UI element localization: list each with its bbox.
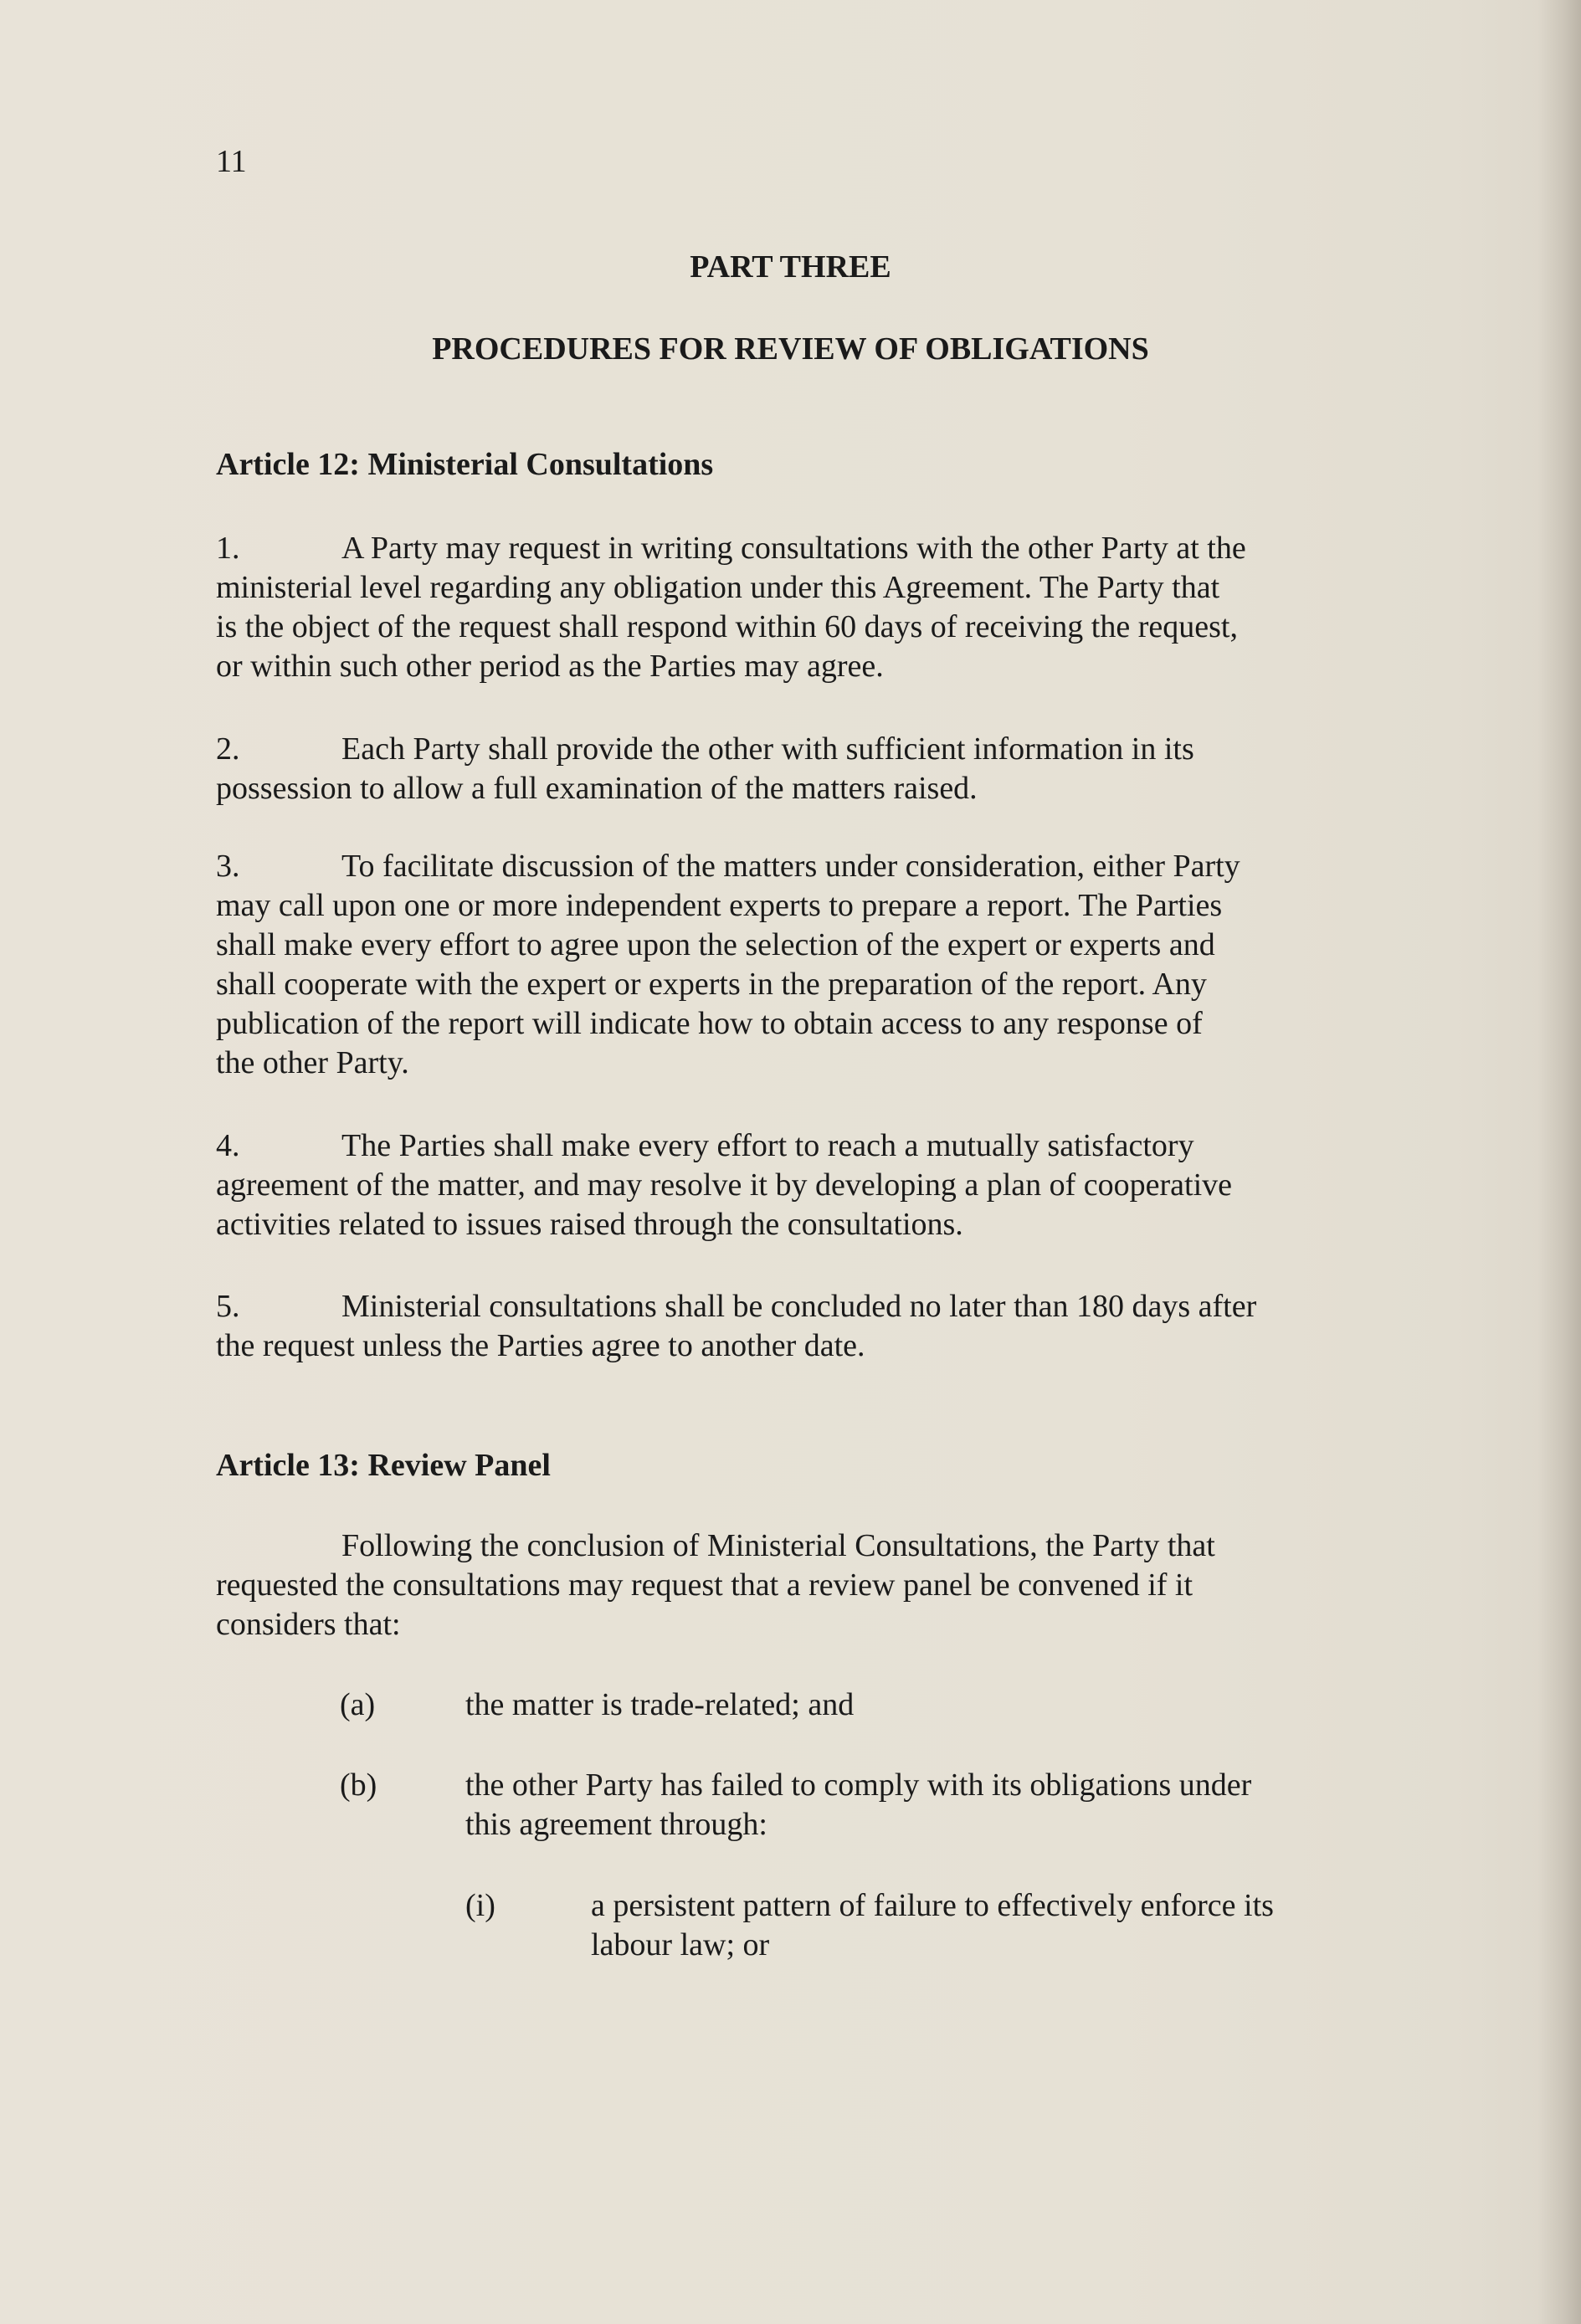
article-12-heading: Article 12: Ministerial Consultations <box>216 447 714 482</box>
sub-item-text: a persistent pattern of failure to effectively enforce its labour law; or <box>591 1888 1274 1962</box>
list-item-label: (a) <box>340 1687 376 1722</box>
page-number: 11 <box>216 144 247 179</box>
article-13-intro: Following the conclusion of Ministerial Consultations, the Party that requested the consultations may request that a review panel be convened if it considers that: <box>216 1528 1215 1642</box>
part-subtitle: PROCEDURES FOR REVIEW OF OBLIGATIONS <box>432 331 1149 367</box>
paragraph-4: The Parties shall make every effort to reach a mutually satisfactory agreement of the matter, and may resolve it by developing a plan of cooperative activities related to issues raised through the consultations. <box>216 1128 1233 1242</box>
paragraph-2: Each Party shall provide the other with sufficient information in its possession to allow a full examination of the matters raised. <box>216 731 1194 806</box>
sub-item-label: (i) <box>465 1888 495 1923</box>
paragraph-number: 2. <box>216 731 240 767</box>
paragraph-number: 5. <box>216 1289 240 1324</box>
paragraph-5: Ministerial consultations shall be concluded no later than 180 days after the request unless the Parties agree to another date. <box>216 1289 1257 1363</box>
list-item-text: the other Party has failed to comply with its obligations under this agreement through: <box>465 1767 1252 1842</box>
paragraph-number: 4. <box>216 1128 240 1163</box>
list-item-text: the matter is trade-related; and <box>465 1687 855 1722</box>
part-title: PART THREE <box>690 249 891 285</box>
page-edge-shadow <box>1537 0 1581 2324</box>
list-item-label: (b) <box>340 1767 377 1803</box>
paragraph-1: A Party may request in writing consultations with the other Party at the ministerial level regarding any obligation under this Agreement. The Party that is the object of the request shall respond within 60 days of receiving the request, or within such other period as the Parties may agree. <box>216 531 1246 684</box>
paragraph-3: To facilitate discussion of the matters under consideration, either Party may call upon one or more independent experts to prepare a report. The Parties shall make every effort to agree upon the selection of the expert or experts and shall cooperate with the expert or experts in the preparation of the report. Any publication of the report will indicate how to obtain access to any response of the other Party. <box>216 849 1240 1080</box>
paragraph-number: 1. <box>216 531 240 566</box>
article-13-heading: Article 13: Review Panel <box>216 1448 551 1483</box>
paragraph-number: 3. <box>216 849 240 884</box>
